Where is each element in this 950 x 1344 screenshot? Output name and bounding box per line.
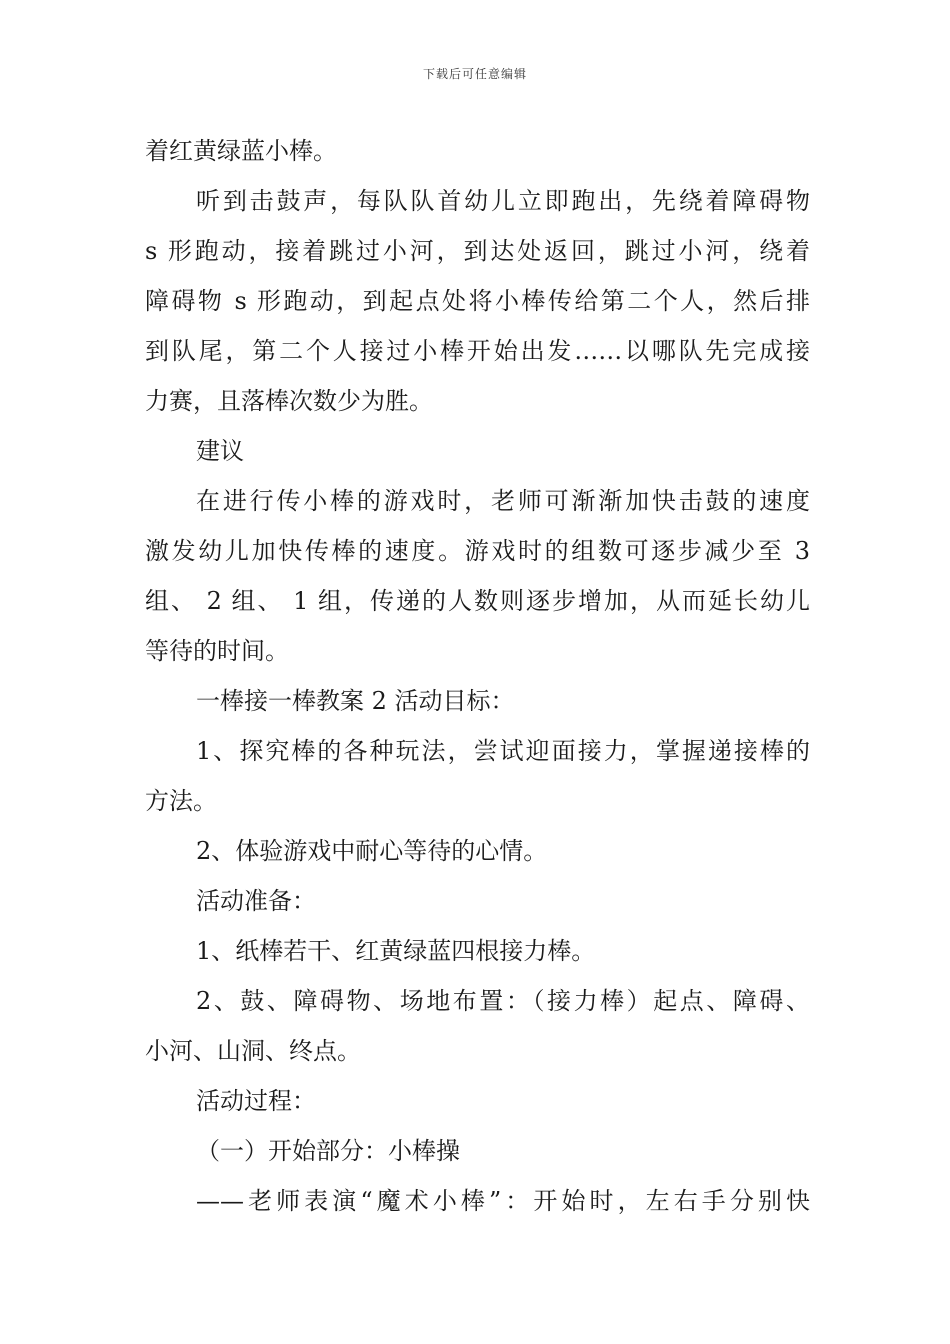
document-body (145, 126, 810, 1226)
page-header: 下载后可任意编辑 (422, 67, 527, 81)
text-line: 建议 (196, 437, 244, 465)
text-line: 在进行传小棒的游戏时，老师可渐渐加快击鼓的速度 (196, 487, 810, 515)
text-line: 小河、山洞、终点。 (145, 1037, 361, 1065)
text-line: 着红黄绿蓝小棒。 (145, 137, 337, 165)
text-line: ——老师表演“魔术小棒”：开始时，左右手分别快 (196, 1187, 810, 1215)
text-line: 方法。 (145, 787, 217, 815)
text-line: 障碍物 s 形跑动，到起点处将小棒传给第二个人，然后排 (145, 287, 810, 315)
text-line: 1、纸棒若干、红黄绿蓝四根接力棒。 (196, 937, 596, 965)
text-line: 2、鼓、障碍物、场地布置：（接力棒）起点、障碍、 (196, 987, 810, 1015)
text-line: 2、体验游戏中耐心等待的心情。 (196, 837, 548, 865)
text-line: 到队尾，第二个人接过小棒开始出发……以哪队先完成接 (145, 337, 810, 365)
text-line: 激发幼儿加快传棒的速度。游戏时的组数可逐步减少至 3 (145, 537, 810, 565)
text-line: 听到击鼓声，每队队首幼儿立即跑出，先绕着障碍物 (196, 187, 810, 215)
text-line: 力赛，且落棒次数少为胜。 (145, 387, 433, 415)
text-line: 组、 2 组、 1 组，传递的人数则逐步增加，从而延长幼儿 (145, 587, 810, 615)
text-line: 活动准备： (196, 887, 316, 915)
text-line: 一棒接一棒教案 2 活动目标： (196, 687, 515, 715)
text-line: 活动过程： (196, 1087, 316, 1115)
text-line: 等待的时间。 (145, 637, 289, 665)
text-line: s 形跑动，接着跳过小河，到达处返回，跳过小河，绕着 (145, 237, 810, 265)
text-line: （一）开始部分：小棒操 (196, 1137, 460, 1165)
text-line: 1、探究棒的各种玩法，尝试迎面接力，掌握递接棒的 (196, 737, 810, 765)
